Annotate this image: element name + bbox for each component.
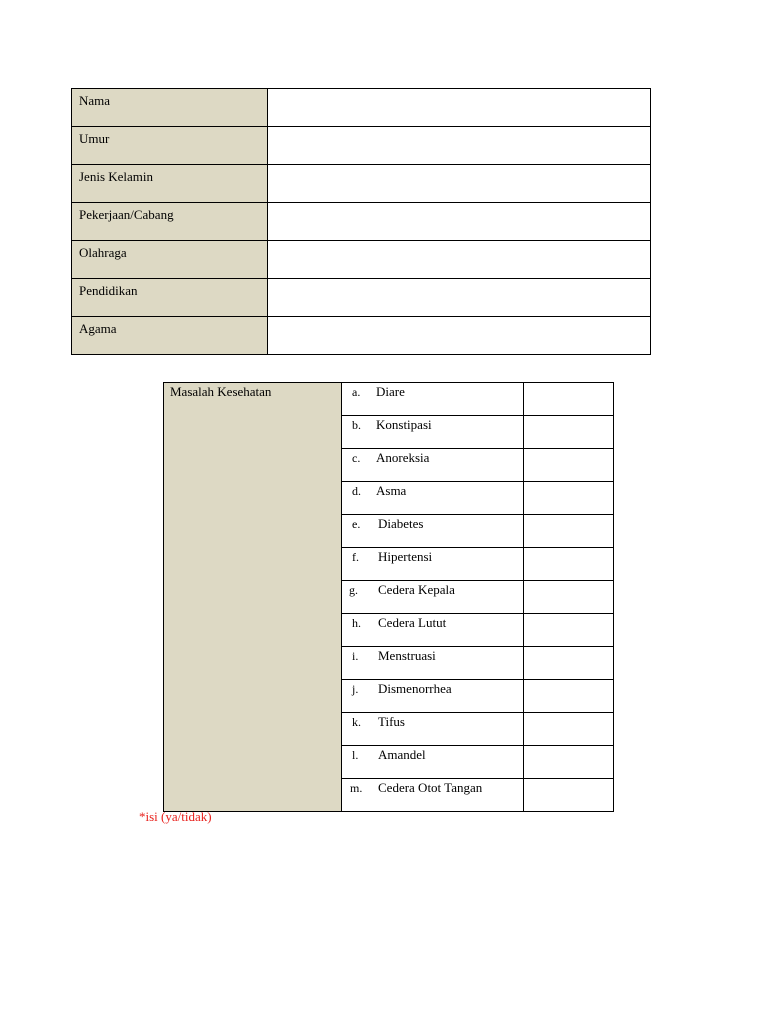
option-label: Cedera Otot Tangan (378, 780, 483, 795)
option-cell (342, 515, 524, 548)
table-row (72, 241, 651, 279)
option-label: Cedera Kepala (378, 582, 455, 597)
pekerjaan-field[interactable] (268, 203, 651, 241)
answer-field-konstipasi[interactable] (524, 416, 614, 449)
option-label: Amandel (378, 747, 426, 762)
option-label: Tifus (378, 714, 405, 729)
answer-field-tifus[interactable] (524, 713, 614, 746)
option-letter: m. (350, 781, 363, 795)
agama-label-cell (72, 317, 268, 355)
answer-field-diare[interactable] (524, 383, 614, 416)
pendidikan-field[interactable] (268, 279, 651, 317)
olahraga-label-cell (72, 241, 268, 279)
option-label: Anoreksia (376, 450, 430, 465)
row-label: Pendidikan (79, 283, 138, 298)
option-letter: h. (352, 616, 361, 630)
option-letter: d. (352, 484, 361, 498)
identity-table (71, 88, 651, 355)
option-letter: k. (352, 715, 361, 729)
option-cell (342, 779, 524, 812)
option-cell (342, 548, 524, 581)
table-row (72, 317, 651, 355)
option-label: Cedera Lutut (378, 615, 447, 630)
option-letter: b. (352, 418, 361, 432)
table-row (72, 127, 651, 165)
option-label: Hipertensi (378, 549, 433, 564)
option-cell (342, 482, 524, 515)
option-label: Diare (376, 384, 405, 399)
fill-instruction-note: *isi (ya/tidak) (139, 809, 212, 824)
option-cell (342, 614, 524, 647)
option-cell (342, 449, 524, 482)
nama-label-cell (72, 89, 268, 127)
health-heading-cell (164, 383, 342, 812)
umur-field[interactable] (268, 127, 651, 165)
jenis-kelamin-field[interactable] (268, 165, 651, 203)
row-label: Jenis Kelamin (79, 169, 154, 184)
option-cell (342, 746, 524, 779)
table-row (164, 383, 614, 416)
answer-field-amandel[interactable] (524, 746, 614, 779)
option-label: Menstruasi (378, 648, 436, 663)
answer-field-cedera-lutut[interactable] (524, 614, 614, 647)
table-row (72, 203, 651, 241)
option-cell (342, 680, 524, 713)
table-row (72, 165, 651, 203)
option-cell (342, 581, 524, 614)
option-letter: l. (352, 748, 359, 762)
answer-field-cedera-otot-tangan[interactable] (524, 779, 614, 812)
answer-field-diabetes[interactable] (524, 515, 614, 548)
row-label: Umur (79, 131, 110, 146)
answer-field-asma[interactable] (524, 482, 614, 515)
jenis-kelamin-label-cell (72, 165, 268, 203)
row-label: Pekerjaan/Cabang (79, 207, 174, 222)
answer-field-cedera-kepala[interactable] (524, 581, 614, 614)
option-label: Diabetes (378, 516, 424, 531)
row-label: Olahraga (79, 245, 127, 260)
answer-field-dismenorrhea[interactable] (524, 680, 614, 713)
option-cell (342, 647, 524, 680)
option-cell (342, 713, 524, 746)
option-letter: f. (352, 550, 359, 564)
health-heading: Masalah Kesehatan (170, 384, 272, 399)
option-cell (342, 383, 524, 416)
agama-field[interactable] (268, 317, 651, 355)
option-letter: c. (352, 451, 361, 465)
olahraga-field[interactable] (268, 241, 651, 279)
option-label: Asma (376, 483, 407, 498)
option-label: Konstipasi (376, 417, 432, 432)
option-letter: a. (352, 385, 361, 399)
option-cell (342, 416, 524, 449)
option-letter: e. (352, 517, 361, 531)
row-label: Agama (79, 321, 117, 336)
option-letter: g. (349, 583, 358, 597)
option-letter: i. (352, 649, 359, 663)
table-row (72, 89, 651, 127)
health-problems-table (163, 382, 614, 812)
option-letter: j. (352, 682, 359, 696)
row-label: Nama (79, 93, 111, 108)
answer-field-hipertensi[interactable] (524, 548, 614, 581)
answer-field-menstruasi[interactable] (524, 647, 614, 680)
umur-label-cell (72, 127, 268, 165)
table-row (72, 279, 651, 317)
nama-field[interactable] (268, 89, 651, 127)
answer-field-anoreksia[interactable] (524, 449, 614, 482)
option-label: Dismenorrhea (378, 681, 452, 696)
pendidikan-label-cell (72, 279, 268, 317)
pekerjaan-label-cell (72, 203, 268, 241)
